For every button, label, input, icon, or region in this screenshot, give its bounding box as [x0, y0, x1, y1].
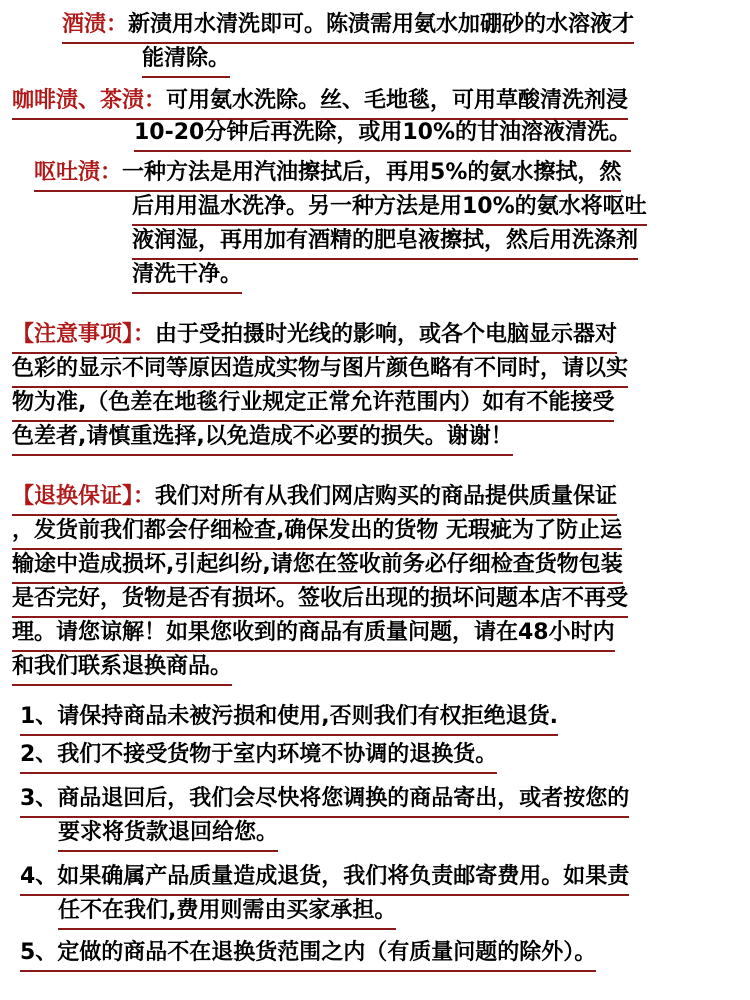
guarantee-line-2: [12, 518, 622, 550]
coffee-tea-stain-text: 可用氨水洗除。丝、毛地毯，可用草酸清洗剂浸: [166, 88, 629, 113]
notice-text-3: 物为准,（色差在地毯行业规定正常允许范围内）如有不能接受: [12, 390, 615, 415]
guarantee-text-3: 输途中造成损坏,引起纠纷,请您在签收前务必仔细检查货物包装: [12, 552, 623, 577]
guarantee-text-5: 理。请您谅解！如果您收到的商品有质量问题，请在48小时内: [12, 620, 615, 645]
guarantee-label: 【退换保证】：: [12, 484, 156, 509]
guarantee-line-4: [12, 586, 628, 618]
rule-5-text: 5、定做的商品不在退换货范围之内（有质量问题的除外）。: [20, 940, 597, 965]
vomit-stain-label: 呕吐渍：: [34, 160, 123, 185]
rule-4-text-2: 任不在我们,费用则需由买家承担。: [58, 898, 397, 923]
notice-text-2: 色彩的显示不同等原因造成实物与图片颜色略有不同时，请以实: [12, 356, 629, 381]
guarantee-text-4: 是否完好，货物是否有损坏。签收后出现的损坏问题本店不再受: [12, 586, 629, 611]
wine-stain-text-2: 能清除。: [142, 46, 231, 71]
coffee-tea-stain-line-1: [12, 88, 628, 120]
wine-stain-text: 新渍用水清洗即可。陈渍需用氨水加硼砂的水溶液才: [128, 12, 635, 37]
rule-1-text: 1、请保持商品未被污损和使用,否则我们有权拒绝退货.: [20, 704, 559, 729]
rule-2: [20, 742, 497, 774]
vomit-stain-line-3: [132, 228, 638, 260]
notice-text: 由于受拍摄时光线的影响，或各个电脑显示器对: [155, 322, 618, 347]
vomit-stain-line-4: [132, 262, 242, 294]
vomit-stain-text-4: 清洗干净。: [132, 262, 243, 287]
guarantee-line-5: [12, 620, 615, 652]
rule-1: [20, 704, 558, 736]
wine-stain-line-1: [62, 12, 634, 44]
vomit-stain-line-1: [34, 160, 621, 192]
guarantee-line-3: [12, 552, 623, 584]
rule-4-line-2: [58, 898, 396, 930]
guarantee-line-6: [12, 654, 232, 686]
notice-line-2: [12, 356, 628, 388]
vomit-stain-text-3: 液润湿，再用加有酒精的肥皂液擦拭，然后用洗涤剂: [132, 228, 639, 253]
notice-label: 【注意事项】：: [12, 322, 156, 347]
rule-3-text: 3、商品退回后，我们会尽快将您调换的商品寄出，或者按您的: [20, 786, 630, 811]
guarantee-text-6: 和我们联系退换商品。: [12, 654, 233, 679]
rule-3-line-1: [20, 786, 629, 818]
coffee-tea-stain-label: 咖啡渍、茶渍：: [12, 88, 167, 113]
wine-stain-line-2: [142, 46, 230, 78]
coffee-tea-stain-line-2: [134, 120, 631, 152]
vomit-stain-line-2: [132, 194, 647, 226]
notice-line-1: [12, 322, 617, 354]
guarantee-text: 我们对所有从我们网店购买的商品提供质量保证: [155, 484, 618, 509]
rule-4-text: 4、如果确属产品质量造成退货，我们将负责邮寄费用。如果责: [20, 864, 630, 889]
rule-3-line-2: [58, 820, 278, 852]
rule-2-text: 2、我们不接受货物于室内环境不协调的退换货。: [20, 742, 498, 767]
notice-text-4: 色差者,请慎重选择,以免造成不必要的损失。谢谢！: [12, 424, 513, 449]
vomit-stain-text-2: 后用用温水洗净。另一种方法是用10%的氨水将呕吐: [132, 194, 647, 219]
notice-line-3: [12, 390, 614, 422]
rule-4-line-1: [20, 864, 629, 896]
rule-3-text-2: 要求将货款退回给您。: [58, 820, 279, 845]
rule-5: [20, 940, 596, 972]
guarantee-line-1: [12, 484, 617, 516]
guarantee-text-2: ，发货前我们都会仔细检查,确保发出的货物 无瑕疵为了防止运: [12, 518, 623, 543]
vomit-stain-text: 一种方法是用汽油擦拭后，再用5%的氨水擦拭，然: [122, 160, 622, 185]
notice-line-4: [12, 424, 513, 456]
coffee-tea-stain-text-2: 10-20分钟后再洗除，或用10%的甘油溶液清洗。: [134, 120, 632, 145]
wine-stain-label: 酒渍：: [62, 12, 129, 37]
